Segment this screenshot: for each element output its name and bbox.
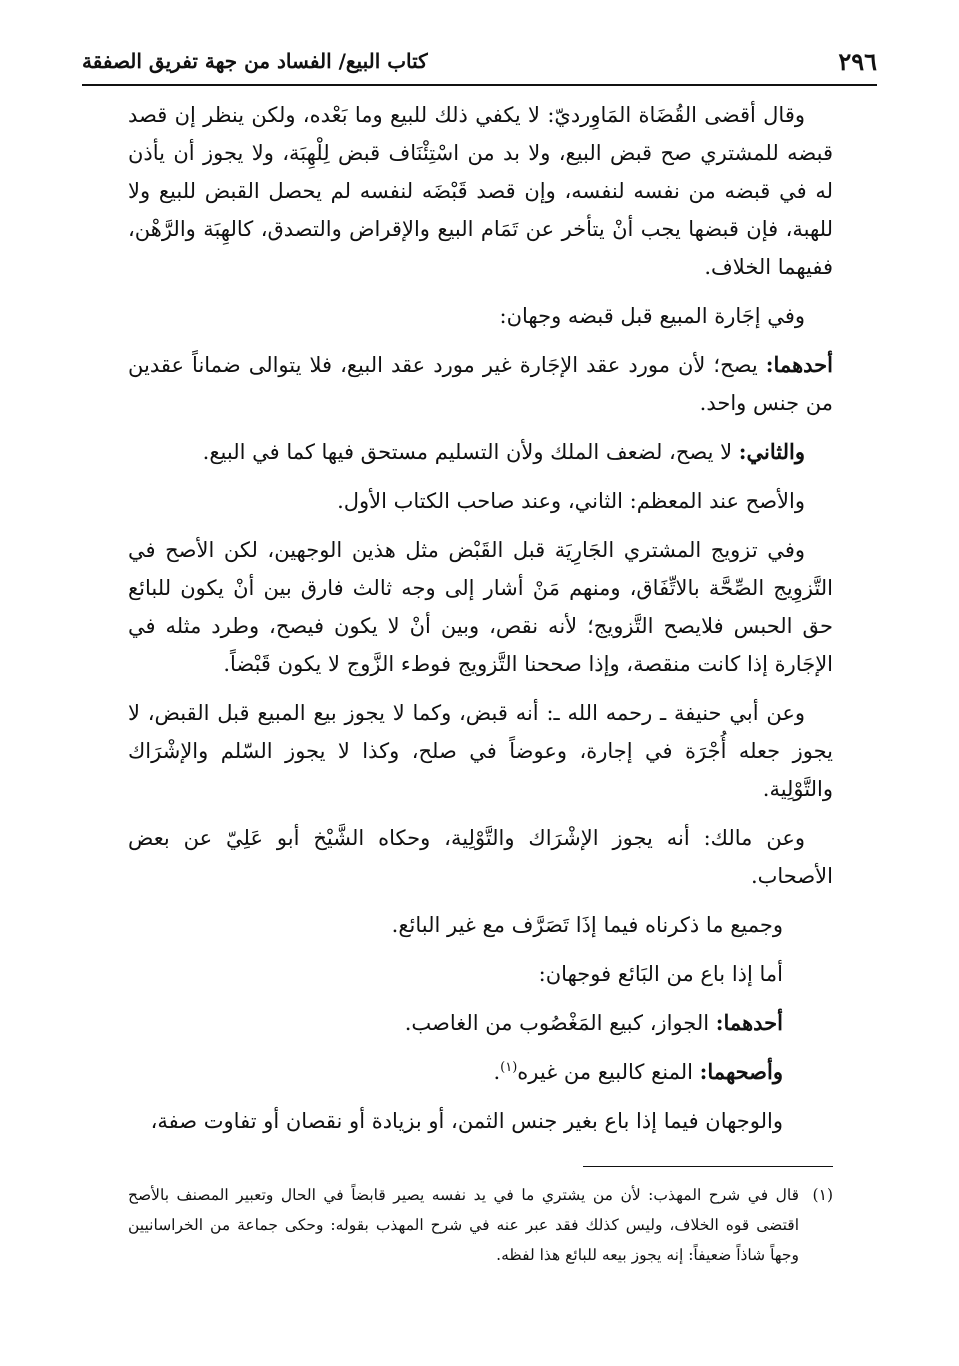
footnote-reference[interactable]: (١) — [500, 1060, 518, 1075]
footnotes — [128, 1180, 833, 1270]
prohibition-text: المنع كالبيع من غيره — [517, 1060, 693, 1084]
paragraph-mawardi: وقال أقضى القُضَاة المَاوِرديّ: لا يكفي ذلك للبيع وما بَعْده، ولكن ينظر إن قصد قبضه للمشتري صح قبض البيع، ولا بد من اسْتِئْنَاف قبض لِلْهِبَة، ولا يجوز أن يأذن له في قبضه من نفسه لنفسه، وإن قصد قَبْضَه لنفسه لم يحصل القبض للبيع ولا للهبة، فإن قبضها يجب أنْ يتأخر عن تَمَام البيع والإقراض والتصدق، كالهِبَة والرَّهْن، ففيهما الخلاف. — [128, 103, 833, 279]
running-title: كتاب البيع/ الفساد من جهة تفريق الصفقة — [82, 49, 428, 73]
prohibition-end: . — [493, 1060, 501, 1084]
first-view-text: يصح؛ لأن مورد عقد الإجَارة غير مورد عقد البيع، فلا يتوالى ضماناً عقدين من جنس واحد. — [128, 353, 833, 415]
paragraph-majority: والأصح عند المعظم: الثاني، وعند صاحب الكتاب الأول. — [337, 489, 805, 513]
first-view-lead: أحدهما: — [765, 352, 833, 377]
permission-lead: أحدهما: — [715, 1010, 783, 1035]
second-view-text: لا يصح، لضعف الملك ولأن التسليم مستحق فيها كما في البيع. — [202, 440, 733, 464]
paragraph-abu-hanifa: وعن أبي حنيفة ـ رحمه الله ـ: أنه قبض، وكما لا يجوز بيع المبيع قبل القبض، لا يجوز جعله أُجْرَة في إجارة، وعوضاً في صلح، وكذا لا يجوز السّلم والإشْرَاك والتَّوْلِية. — [128, 701, 833, 801]
footnote-mark: (١) — [812, 1186, 833, 1204]
paragraph-marriage: وفي تزويج المشتري الجَارِيَة قبل القَبْض مثل هذين الوجهين، لكن الأصح في التَّزوِيج الصِّحَّة بالاتِّفَاق، ومنهم مَنْ أشار إلى وجه ثالث فارق بين أنْ يكون للبائع حق الحبس فلايصح التَّزويج؛ لأنه نقص، وبين أنْ لا يكون فيصح، وطرد مثله في الإجَارة إذا كانت منقصة، وإذا صححنا التَّزويج فوطء الزَّوج لا يكون قَبْضاً. — [128, 538, 833, 676]
footnote-text: قال في شرح المهذب: لأن من يشتري ما في يد نفسه يصير قابضاً في الحال وتعبير المصنف بالأصح اقتضى قوه الخلاف، وليس كذلك فقد عبر عنه في شرح المهذب بقوله: وحكى جماعة من الخراسانيين وجهاً شاذاً ضعيفاً: إنه يجوز بيعه للبائع هذا لفظه. — [128, 1186, 799, 1264]
paragraph-permission — [128, 1004, 833, 1042]
paragraph-malik: وعن مالك: أنه يجوز الإشْرَاك والتَّوْلِية، وحكاه الشَّيْخ أبو عَلِيّ عن بعض الأصحاب. — [128, 826, 833, 888]
paragraph-second-view — [128, 433, 833, 471]
running-head — [82, 38, 877, 86]
paragraph-all-mentioned: وجميع ما ذكرناه فيما إذَا تَصَرَّف مع غير البائع. — [391, 913, 783, 937]
permission-text: الجواز، كبيع المَغْصُوب من الغاصب. — [404, 1011, 710, 1035]
paragraph-prohibition — [128, 1053, 833, 1091]
second-view-lead: والثاني: — [738, 439, 805, 464]
paragraph-sell-to-seller: أما إذا باع من البَائع فوجهان: — [538, 962, 783, 986]
main-text — [128, 96, 833, 1151]
paragraph-first-view — [128, 346, 833, 422]
prohibition-lead: وأصحهما: — [699, 1059, 783, 1084]
footnote-divider — [583, 1166, 833, 1167]
paragraph-two-views: والوجهان فيما إذا باع بغير جنس الثمن، أو بزيادة أو نقصان أو تفاوت صفة، — [150, 1109, 783, 1133]
footnote — [128, 1180, 833, 1270]
paragraph-ijara-intro: وفي إجَارة المبيع قبل قبضه وجهان: — [499, 304, 805, 328]
page-number: ٢٩٦ — [838, 46, 877, 76]
